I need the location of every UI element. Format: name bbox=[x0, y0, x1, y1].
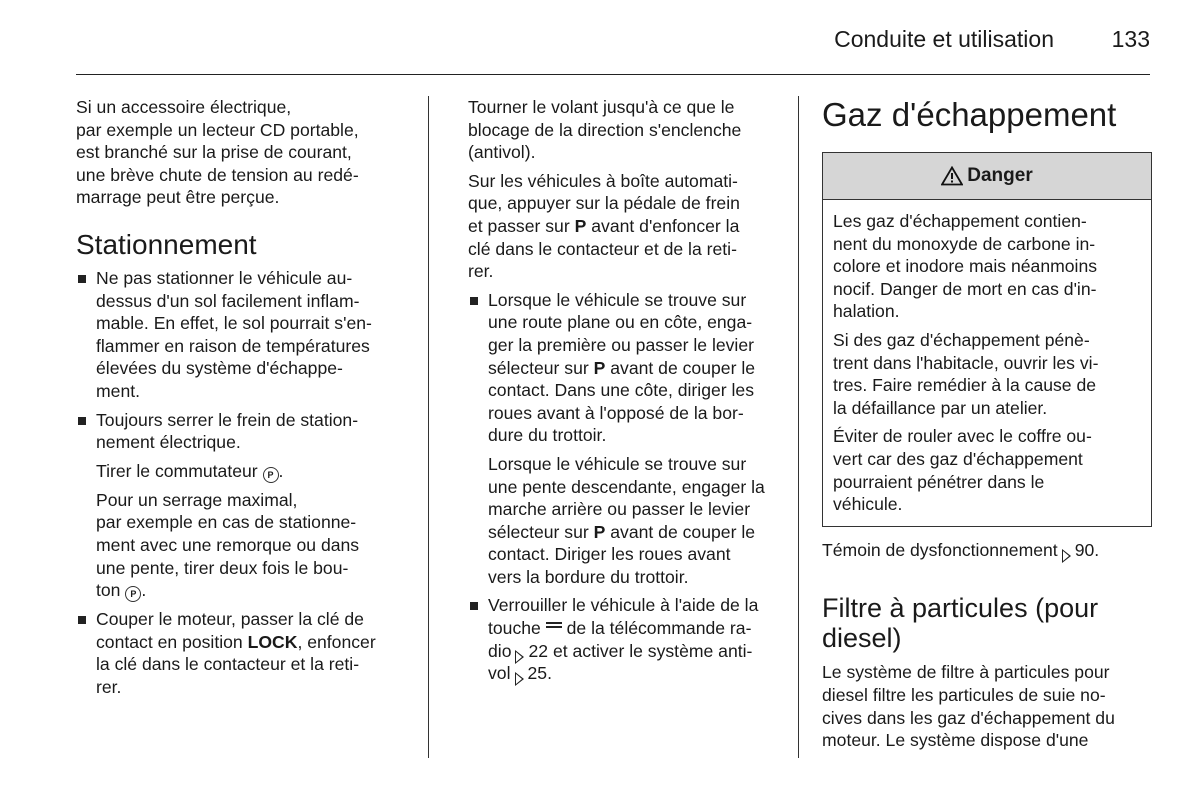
bullet-list bbox=[76, 267, 410, 699]
danger-body: Les gaz d'échappement contien- nent du monoxyde de carbone in- colore et inodore mais néanmoins nocif. Danger de mort en cas d'in- halation. Si des gaz d'échappement pénè- trent dans l'habitacle, ouvrir les vi- tres. Faire remédier à la cause de la défaillance par un atelier. Éviter de rouler avec le coffre ou- vert car des gaz d'échappement pourraient pénétrer dans le véhicule. bbox=[833, 211, 1099, 515]
page-header bbox=[76, 24, 1150, 75]
page-number: 133 bbox=[1111, 26, 1150, 52]
section-title: Conduite et utilisation bbox=[834, 26, 1054, 52]
list-item: Lorsque le véhicule se trouve sur une route plane ou en côte, enga- ger la première ou passer le levier sélecteur sur P avant de couper le contact. Dans une côte, diriger les roues avant à l'opposé de la bor- dure du trottoir. Lorsque le véhicule se trouve sur une pente descendante, engager la marche arrière ou passer le levier sélecteur sur P avant de couper le contact. Diriger les roues avant vers la bordure du trottoir. bbox=[468, 289, 780, 589]
list-item: Ne pas stationner le véhicule au- dessus d'un sol facilement inflam- mable. En effet, le sol pourrait s'en- flammer en raison de températures élevées du système d'échappe- ment. bbox=[76, 267, 410, 403]
list-item: Verrouiller le véhicule à l'aide de la touche de la télécommande ra- dio 22 et activer le système anti- vol 25. bbox=[468, 594, 780, 684]
lock-key-icon bbox=[546, 620, 562, 630]
column-right: Gaz d'échappement Danger Les gaz d'échappement contien- nent du monoxyde de carbone in- colore et inodore mais néanmoins nocif. Danger de mort en cas d'in- halation. Si des gaz d'échappement pénè- trent dans l'habitacle, ouvrir les vi- tres. Faire remédier à la cause de la défaillance par un atelier. Éviter de rouler avec le coffre ou- vert car des gaz d'échappement pourraient pénétrer dans le véhicule. Témoin de dysfonctionnement 90. Filtre à particules (pour diesel) Le système de filtre à particules pour diesel filtre les particules de suie no- cives dans les gaz d'échappement du moteur. Le système dispose d'une bbox=[822, 96, 1152, 758]
heading-gaz-echappement: Gaz d'échappement bbox=[822, 96, 1117, 133]
column-divider bbox=[428, 96, 429, 758]
list-item: Toujours serrer le frein de station- nement électrique. Tirer le commutateur P . Pour un serrage maximal, par exemple en cas de stationne- ment avec une remorque ou dans une pente, tirer deux fois le bou- ton P . bbox=[76, 409, 410, 603]
list-item: Couper le moteur, passer la clé de contact en position LOCK, enfoncer la clé dans le contacteur et la reti- rer. bbox=[76, 608, 410, 698]
warning-triangle-icon bbox=[941, 166, 963, 186]
column-middle: Tourner le volant jusqu'à ce que le blocage de la direction s'enclenche (antivol). Sur les véhicules à boîte automati- que, appuyer sur la pédale de frein et passer sur P avant d'enfoncer la clé dans le contacteur et de la reti- rer. Lorsque le véhicule se trouve sur une route plane ou en côte, enga- ger la première ou passer le levier sélecteur sur P avant de couper le contact. Dans une côte, diriger les roues avant à l'opposé de la bor- dure du trottoir. Lorsque le véhicule se trouve sur une pente descendante, engager la marche arrière ou passer le levier sélecteur sur P avant de couper le contact. Diriger les roues avant vers la bordure du trottoir. Verrouiller le véhicule à l'aide de la touche de la télécommande ra- dio 22 et activer le système anti- vol 25. bbox=[468, 96, 780, 691]
danger-box bbox=[822, 152, 1152, 527]
lock-position-label: LOCK bbox=[247, 631, 298, 652]
heading-stationnement: Stationnement bbox=[76, 228, 257, 260]
danger-header bbox=[823, 153, 1151, 200]
heading-filtre-particules: Filtre à particules (pour diesel) bbox=[822, 593, 1099, 654]
column-left bbox=[76, 96, 410, 704]
column-divider bbox=[798, 96, 799, 758]
intro-paragraph: Si un accessoire électrique, par exemple un lecteur CD portable, est branché sur la prise de courant, une brève chute de tension au redé- marrage peut être perçue. bbox=[76, 97, 359, 208]
danger-title: Danger bbox=[967, 164, 1033, 186]
parking-brake-icon: P bbox=[125, 586, 141, 602]
parking-brake-icon: P bbox=[263, 467, 279, 483]
bullet-list bbox=[468, 289, 780, 685]
